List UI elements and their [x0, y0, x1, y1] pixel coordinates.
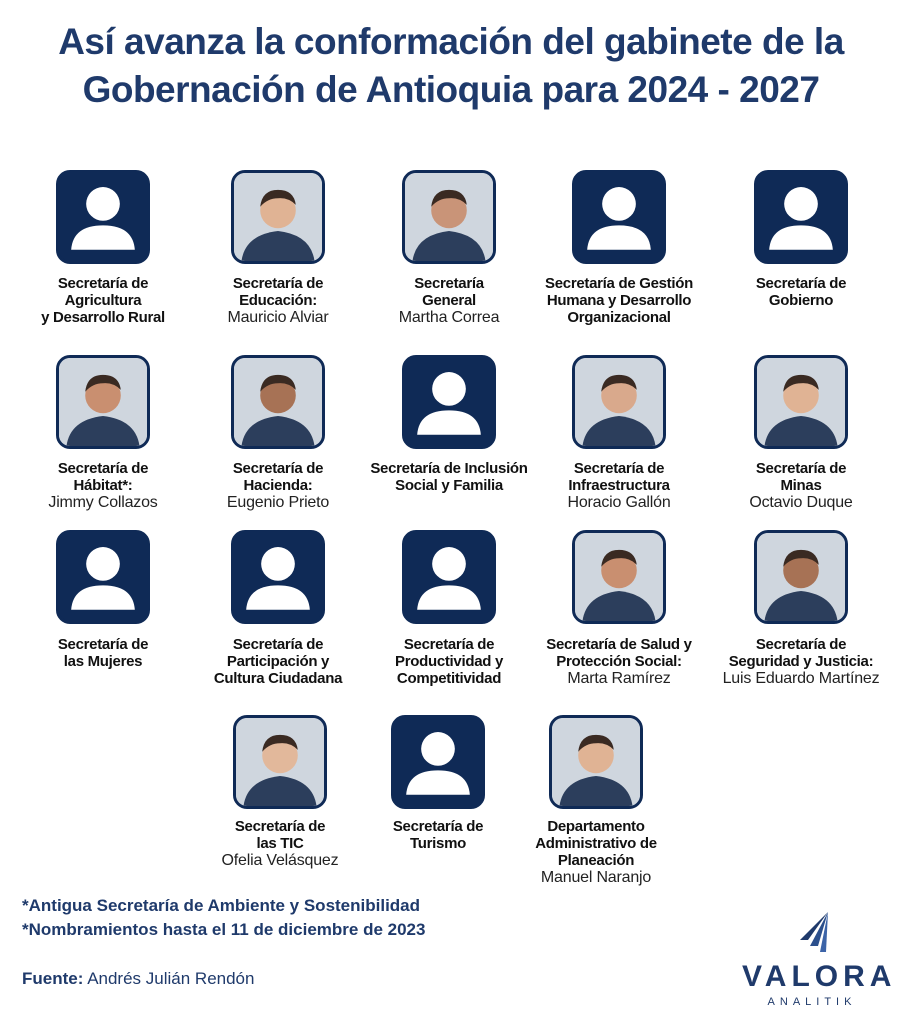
cabinet-role: Secretaría de Hacienda:: [232, 460, 324, 494]
logo-mark-icon: [794, 912, 834, 958]
cabinet-role: Secretaría de Turismo: [392, 818, 484, 852]
user-placeholder-icon: [402, 355, 496, 449]
footnote-1: *Antigua Secretaría de Ambiente y Sostenibilidad: [22, 896, 421, 915]
user-placeholder-icon: [231, 530, 325, 624]
portrait-photo: [754, 355, 848, 449]
source-label: Fuente:: [22, 969, 84, 988]
cabinet-role: Secretaría de las Mujeres: [57, 636, 149, 670]
appointee-name: Octavio Duque: [749, 494, 853, 511]
footnotes: [22, 894, 425, 942]
portrait-photo: [572, 355, 666, 449]
cabinet-role: Secretaría de Salud y Protección Social:: [546, 636, 692, 670]
valora-logo: [742, 912, 897, 1012]
portrait-photo: [572, 530, 666, 624]
cabinet-role: Secretaría de Agricultura y Desarrollo Rural: [41, 275, 165, 326]
cabinet-role: Secretaría de Educación:: [232, 275, 324, 309]
appointee-name: Jimmy Collazos: [48, 494, 158, 511]
user-placeholder-icon: [402, 530, 496, 624]
user-placeholder-icon: [56, 170, 150, 264]
portrait-photo: [754, 530, 848, 624]
appointee-name: Manuel Naranjo: [540, 869, 652, 886]
footnote-2: *Nombramientos hasta el 11 de diciembre de 2023: [22, 920, 426, 939]
appointee-name: Mauricio Alviar: [227, 309, 329, 326]
portrait-photo: [231, 170, 325, 264]
cabinet-role: Secretaría de Seguridad y Justicia:: [728, 636, 874, 670]
portrait-photo: [233, 715, 327, 809]
user-placeholder-icon: [754, 170, 848, 264]
appointee-name: Martha Correa: [398, 309, 500, 326]
title-line-2: Gobernación de Antioquia para 2024 - 2027: [82, 69, 820, 110]
logo-name: VALORA: [742, 960, 897, 993]
cabinet-role: Secretaría de Participación y Cultura Ciudadana: [213, 636, 343, 687]
portrait-photo: [549, 715, 643, 809]
appointee-name: Ofelia Velásquez: [221, 852, 339, 869]
cabinet-role: Secretaría de Hábitat*:: [57, 460, 149, 494]
cabinet-role: Departamento Administrativo de Planeación: [535, 818, 657, 869]
source-credit: [22, 968, 254, 990]
cabinet-role: Secretaría de Infraestructura: [568, 460, 670, 494]
portrait-photo: [231, 355, 325, 449]
user-placeholder-icon: [572, 170, 666, 264]
cabinet-role: Secretaría de Minas: [755, 460, 847, 494]
portrait-photo: [402, 170, 496, 264]
page-title: [0, 18, 902, 114]
user-placeholder-icon: [391, 715, 485, 809]
user-placeholder-icon: [56, 530, 150, 624]
cabinet-role: Secretaría de Gestión Humana y Desarrollo Organizacional: [545, 275, 693, 326]
cabinet-role: Secretaría de Gobierno: [755, 275, 847, 309]
source-value: Andrés Julián Rendón: [87, 969, 255, 988]
appointee-name: Horacio Gallón: [567, 494, 671, 511]
title-line-1: Así avanza la conformación del gabinete de la: [58, 21, 844, 62]
cabinet-role: Secretaría de las TIC: [234, 818, 326, 852]
logo-subtitle: ANALITIK: [767, 996, 857, 1008]
cabinet-role: Secretaría de Inclusión Social y Familia: [370, 460, 528, 494]
appointee-name: Marta Ramírez: [567, 670, 671, 687]
portrait-photo: [56, 355, 150, 449]
cabinet-role: Secretaría General: [414, 275, 484, 309]
cabinet-role: Secretaría de Productividad y Competitividad: [394, 636, 504, 687]
appointee-name: Eugenio Prieto: [226, 494, 330, 511]
appointee-name: Luis Eduardo Martínez: [722, 670, 880, 687]
